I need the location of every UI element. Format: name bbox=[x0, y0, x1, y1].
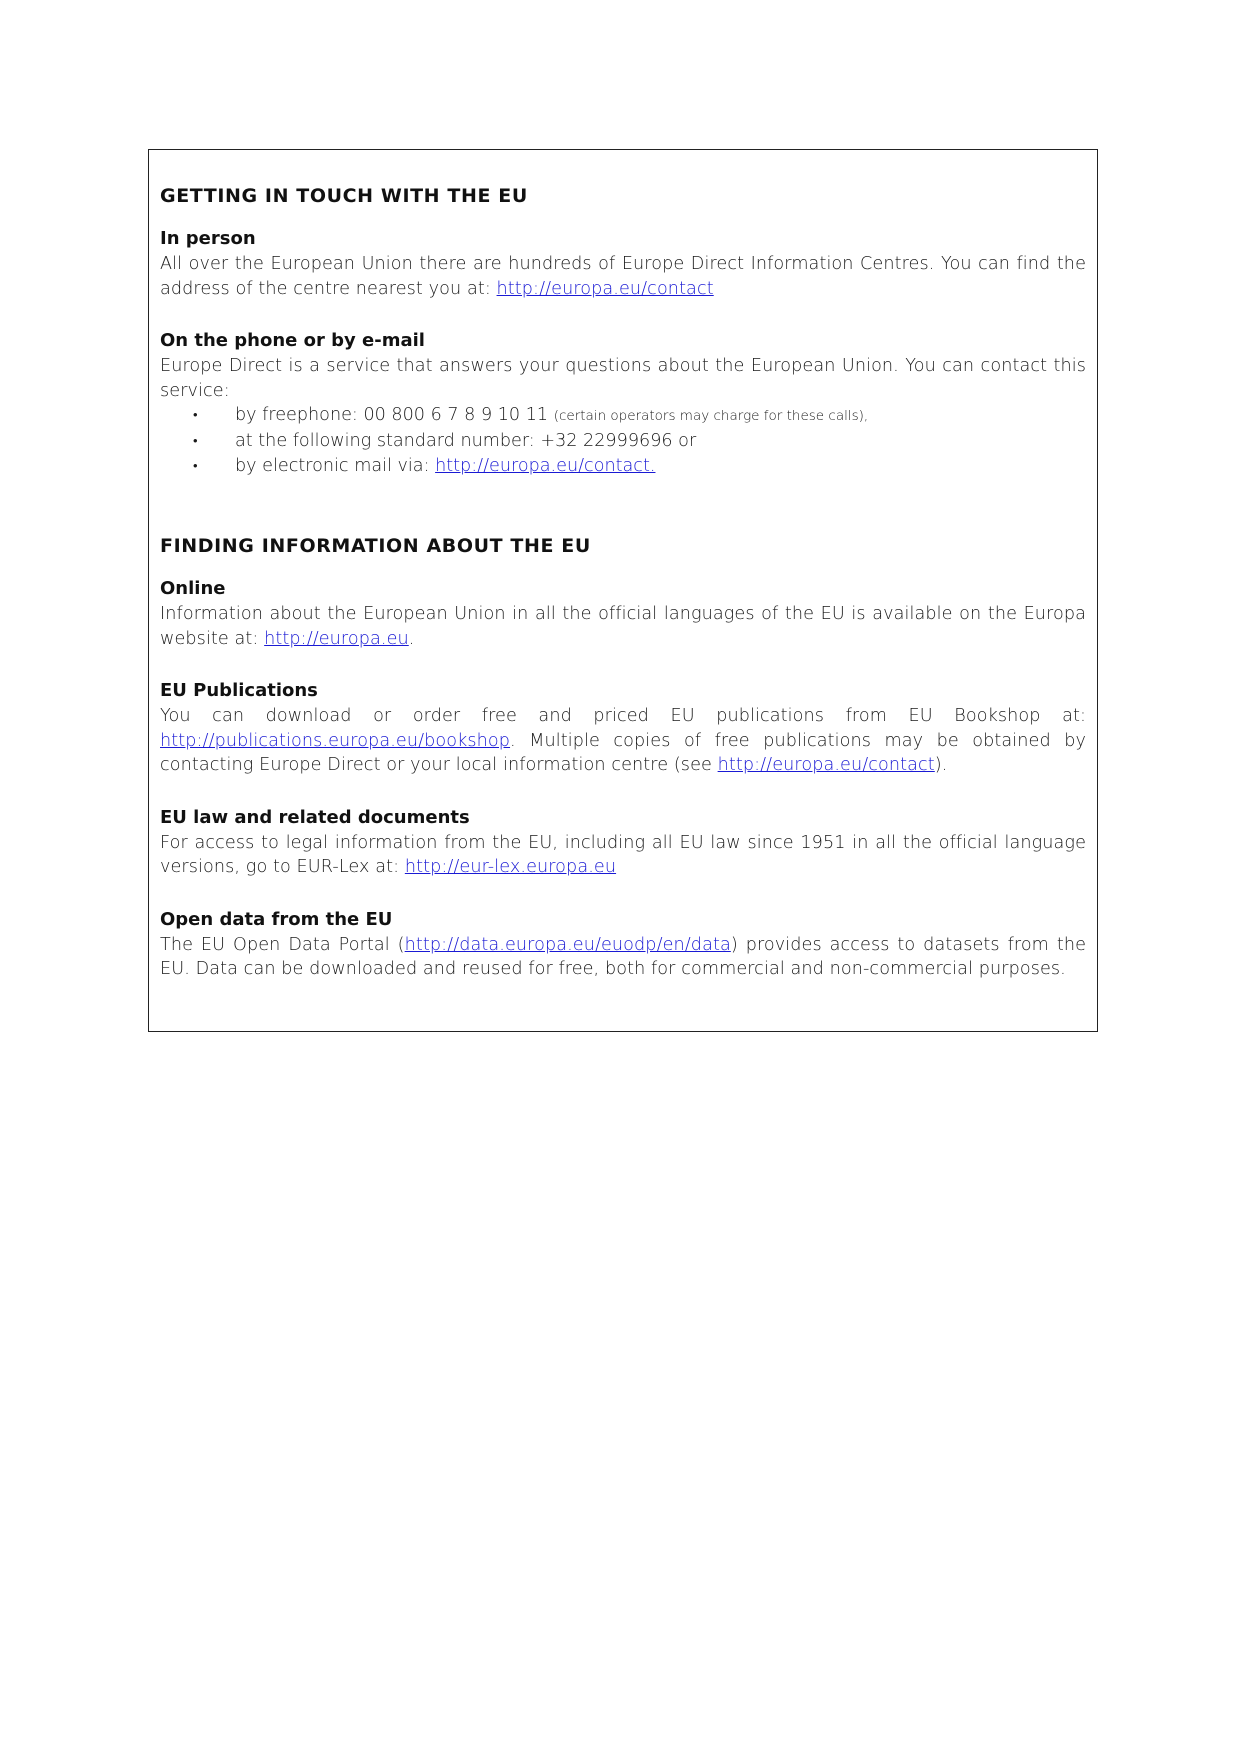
law-text: For access to legal information from the EU, including all EU law since 1951 in all the official language versions, go to EUR-Lex at: bbox=[160, 832, 1086, 877]
in-person-text: All over the European Union there are hundreds of Europe Direct Information Centres. You can find the address of the centre nearest you at: bbox=[160, 254, 1086, 299]
email-contact-link[interactable]: http://europa.eu/contact. bbox=[435, 456, 656, 476]
publications-paragraph bbox=[160, 704, 1086, 778]
open-data-text-after: ) provides access to datasets from the EU. Data can be downloaded and reused for free, both for commercial and non-commercial purposes. bbox=[160, 934, 1086, 979]
europa-contact-link[interactable]: http://europa.eu/contact bbox=[496, 278, 714, 299]
publications-contact-link[interactable]: http://europa.eu/contact bbox=[717, 755, 935, 775]
bullet-icon: • bbox=[193, 459, 198, 474]
list-item-email bbox=[160, 454, 1086, 479]
contact-methods-list bbox=[160, 403, 1086, 479]
freephone-note: (certain operators may charge for these calls), bbox=[553, 408, 869, 424]
law-paragraph bbox=[160, 831, 1086, 880]
email-text: by electronic mail via: bbox=[235, 456, 436, 476]
freephone-text: by freephone: 00 800 6 7 8 9 10 11 bbox=[235, 405, 554, 425]
online-text: Information about the European Union in all the official languages of the EU is available on the Europa website at: bbox=[160, 604, 1086, 649]
section-title-getting-in-touch: GETTING IN TOUCH WITH THE EU bbox=[160, 185, 528, 207]
subheading-publications: EU Publications bbox=[160, 680, 318, 701]
contact-info-box bbox=[148, 149, 1098, 1032]
phone-paragraph: Europe Direct is a service that answers your questions about the European Union. You can contact this service: bbox=[160, 356, 1086, 401]
standard-number-text: at the following standard number: +32 22999696 or bbox=[235, 431, 697, 451]
subheading-open-data: Open data from the EU bbox=[160, 908, 393, 930]
list-item-standard-number bbox=[160, 429, 1086, 454]
bookshop-link[interactable]: http://publications.europa.eu/bookshop bbox=[160, 730, 511, 751]
publications-middle: . Multiple copies of free publications may be obtained by contacting Europe Direct or your local information centre (see bbox=[160, 730, 1086, 775]
section-title-finding-information: FINDING INFORMATION ABOUT THE EU bbox=[160, 535, 591, 557]
open-data-paragraph bbox=[160, 933, 1086, 982]
europa-link[interactable]: http://europa.eu bbox=[264, 628, 409, 649]
online-after: . bbox=[408, 628, 415, 649]
open-data-text-before: The EU Open Data Portal ( bbox=[160, 934, 405, 955]
list-item-freephone bbox=[160, 403, 1086, 429]
subheading-eu-law: EU law and related documents bbox=[160, 806, 470, 828]
subheading-in-person: In person bbox=[160, 228, 256, 249]
online-paragraph bbox=[160, 602, 1086, 651]
bullet-icon: • bbox=[193, 408, 198, 423]
bullet-icon: • bbox=[193, 434, 198, 449]
open-data-portal-link[interactable]: http://data.europa.eu/euodp/en/data bbox=[404, 934, 731, 955]
publications-text: You can download or order free and priced EU publications from EU Bookshop at: bbox=[160, 706, 1086, 726]
in-person-paragraph bbox=[160, 252, 1086, 301]
subheading-online: Online bbox=[160, 578, 226, 599]
eur-lex-link[interactable]: http://eur-lex.europa.eu bbox=[404, 857, 617, 877]
subheading-phone-email: On the phone or by e-mail bbox=[160, 330, 425, 351]
publications-after: ). bbox=[934, 755, 948, 775]
